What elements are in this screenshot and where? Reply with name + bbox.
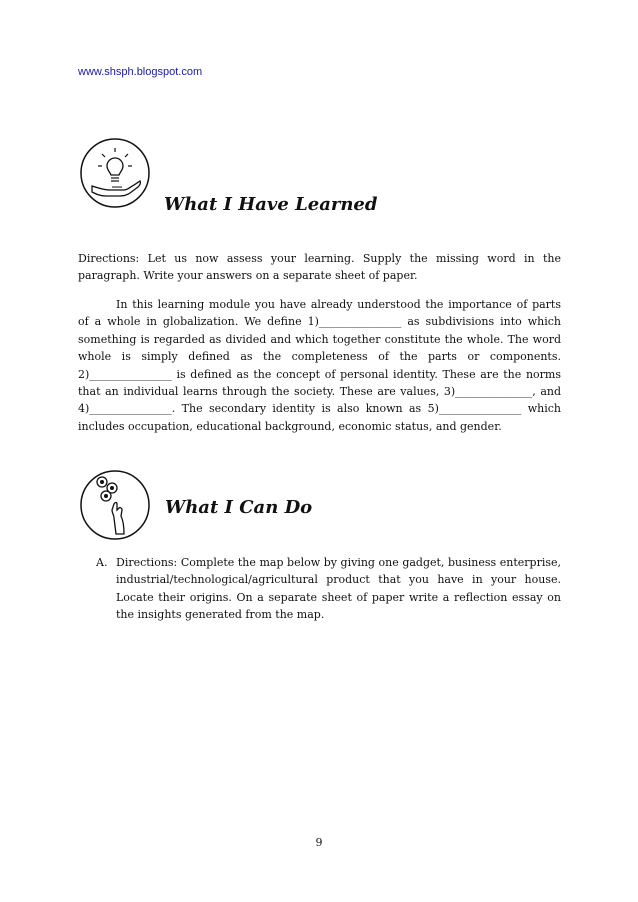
lightbulb-hand-icon xyxy=(78,136,152,210)
learned-paragraph: In this learning module you have already understood the importance of parts of a whole in globalization. We define 1)_______________ as subdivisions into which something is regarded as divided and which together constitute the whole. The word whole is simply defined as the completeness of the parts or components. 2)_______________ is defined as the concept of personal identity. These are the norms that an individual learns through the society. These are values, 3)______________, and 4)_______________. The secondary identity is also known as 5)_______________ which includes occupation, educational background, economic status, and gender. xyxy=(78,298,561,433)
section-title-learned: What I Have Learned xyxy=(164,194,378,215)
gears-hand-icon xyxy=(78,468,152,542)
cando-directions: Directions: Complete the map below by giving one gadget, business enterprise, industrial/technological/agricultural product that you have in your house. Locate their origins. On a separate sheet of paper write a reflection essay on the insights generated from the map. xyxy=(116,556,561,622)
page-number: 9 xyxy=(315,836,323,849)
list-marker: A. xyxy=(96,556,108,569)
header-url: www.shsph.blogspot.com xyxy=(78,66,203,78)
cando-list-item-a xyxy=(96,554,561,624)
section-title-cando: What I Can Do xyxy=(165,497,313,518)
learned-directions: Directions: Let us now assess your learning. Supply the missing word in the paragraph. Write your answers on a separate sheet of paper. xyxy=(78,252,561,283)
